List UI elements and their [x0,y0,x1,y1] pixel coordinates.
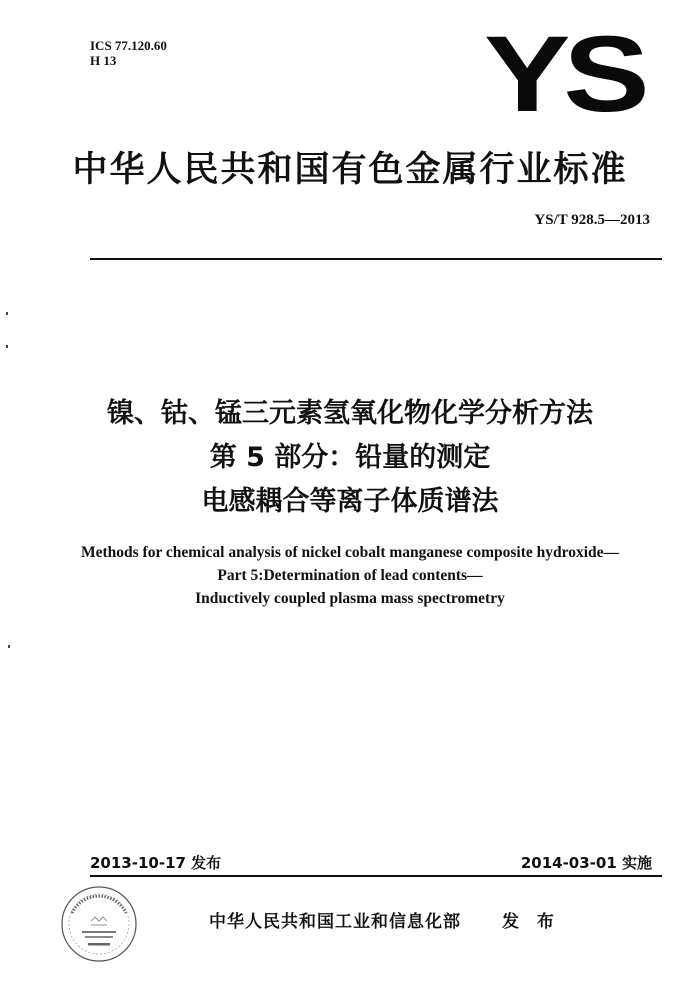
publisher-name: 中华人民共和国工业和信息化部 [209,912,461,932]
scan-speck [6,312,8,315]
chinese-title [0,392,700,524]
english-title-line-3: Inductively coupled plasma mass spectrometry [195,590,505,607]
ys-logo: YS [484,13,643,134]
publish-label: 发 布 [502,912,560,932]
ccs-code: H 13 [90,53,117,68]
issue-date: 2013-10-17 发布 [90,854,222,872]
chinese-title-line-1: 镍、钴、锰三元素氢氧化物化学分析方法 [107,398,593,429]
english-title [0,541,700,610]
chinese-title-line-3: 电感耦合等离子体质谱法 [201,486,499,517]
chinese-title-line-2: 第 5 部分：铅量的测定 [209,442,491,473]
org-title: 中华人民共和国有色金属行业标准 [72,150,628,190]
bottom-divider [90,875,662,877]
implementation-date: 2014-03-01 实施 [520,854,652,872]
english-title-line-2: Part 5:Determination of lead contents— [217,567,483,584]
circular-seal-icon [58,883,140,965]
classification-codes [90,38,167,68]
english-title-line-1: Methods for chemical analysis of nickel cobalt manganese composite hydroxide— [80,544,620,561]
standard-number: YS/T 928.5—2013 [534,212,650,228]
ics-code: ICS 77.120.60 [90,38,167,53]
scan-speck [8,645,10,648]
top-divider [90,258,662,260]
scan-speck [6,345,8,348]
